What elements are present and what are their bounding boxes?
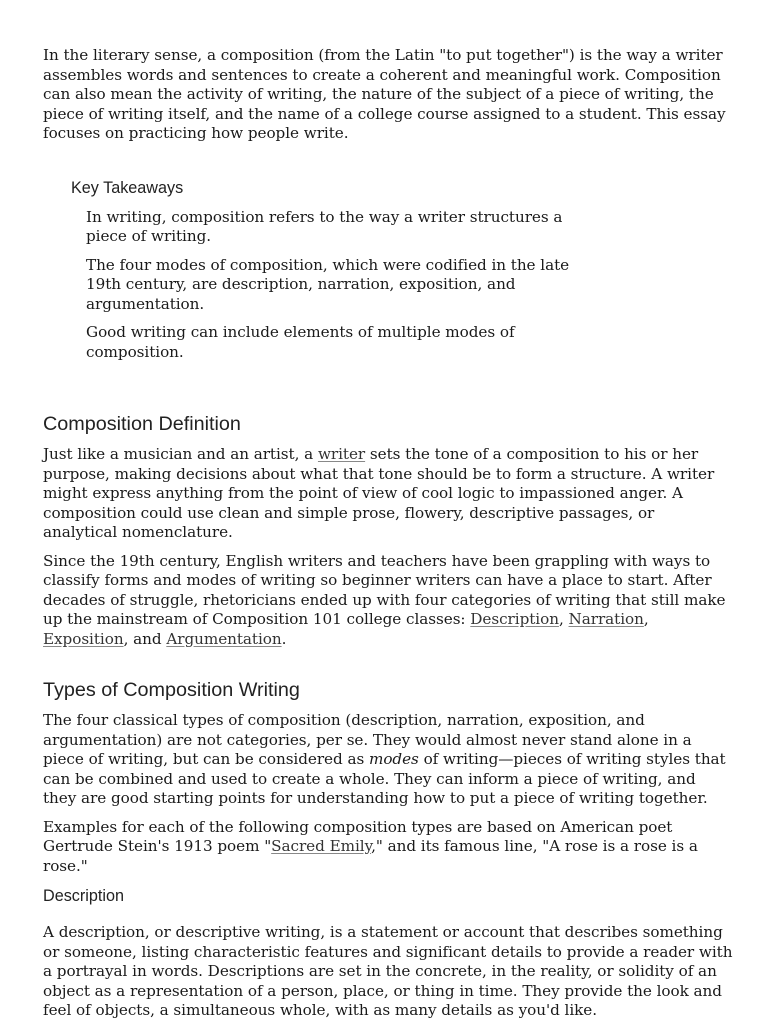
types-paragraph-1	[43, 711, 733, 809]
text-span: of writing—pieces of writing styles that can be combined and used to create a whole. They can inform a piece of writing, and they are good starting points for understanding how to put a piece of writing together.	[43, 750, 726, 807]
key-takeaways-title: Key Takeaways	[71, 178, 184, 197]
key-takeaway-item: Good writing can include elements of multiple modes of composition.	[86, 323, 515, 361]
argumentation-link[interactable]: Argumentation	[166, 629, 282, 648]
text-span: ," and its famous line, "A rose is a rose is a rose."	[43, 837, 698, 875]
exposition-link[interactable]: Exposition	[43, 629, 124, 648]
intro-paragraph: In the literary sense, a composition (from the Latin "to put together") is the way a writer assembles words and sentences to create a coherent and meaningful work. Composition can also mean the activity of writing, the nature of the subject of a piece of writing, the piece of writing itself, and the name of a college course assigned to a student. This essay focuses on practicing how people write.	[43, 46, 726, 142]
description-link[interactable]: Description	[470, 610, 559, 628]
description-subheading: Description	[43, 887, 124, 905]
narration-link[interactable]: Narration	[568, 610, 644, 628]
key-takeaway-item: The four modes of composition, which were codified in the late 19th century, are description, narration, exposition, and argumentation.	[86, 255, 570, 313]
text-span: sets the tone of a composition to his or her purpose, making decisions about what that tone should be to form a structure. A writer might express anything from the point of view of cool logic to impassioned anger. A composition could use clean and simple prose, flowery, descriptive passages, or analytical nomenclature.	[43, 445, 715, 541]
text-span: ,	[643, 610, 649, 628]
key-takeaways-list	[86, 208, 586, 363]
definition-paragraph-1	[43, 445, 733, 543]
text-span: ,	[558, 610, 569, 628]
text-span: The four classical types of composition (description, narration, exposition, and argumentation) are not categories, per se. They would almost never stand alone in a piece of writing, but can be considered as	[43, 711, 692, 768]
composition-definition-heading: Composition Definition	[43, 413, 241, 435]
text-span: , and	[123, 629, 167, 648]
sacred-emily-link[interactable]: Sacred Emily	[271, 837, 372, 855]
types-paragraph-2	[43, 818, 733, 877]
text-span: Since the 19th century, English writers and teachers have been grappling with ways to classify forms and modes of writing so beginner writers can have a place to start. After decades of struggle, rhetoricians ended up with four categories of writing that still make up the mainstream of Composition 101 college classes:	[43, 551, 726, 628]
modes-emphasis: modes	[368, 750, 419, 768]
text-span: .	[281, 629, 287, 648]
types-of-composition-heading: Types of Composition Writing	[43, 679, 300, 701]
key-takeaways-box	[71, 178, 733, 363]
writer-link[interactable]: writer	[317, 445, 366, 463]
article-body	[43, 46, 733, 1030]
key-takeaway-item: In writing, composition refers to the way a writer structures a piece of writing.	[86, 207, 563, 245]
text-span: Just like a musician and an artist, a	[43, 445, 318, 463]
description-paragraph: A description, or descriptive writing, is a statement or account that describes something or someone, listing characteristic features and significant details to provide a reader with a portrayal in words. Descriptions are set in the concrete, in the reality, or solidity of an object as a representation of a person, place, or thing in time. They provide the look and feel of objects, a simultaneous whole, with as many details as you'd like.	[43, 923, 733, 1019]
text-span: Examples for each of the following composition types are based on American poet Gertrude Stein's 1913 poem "	[43, 817, 673, 855]
definition-paragraph-2	[43, 552, 733, 650]
